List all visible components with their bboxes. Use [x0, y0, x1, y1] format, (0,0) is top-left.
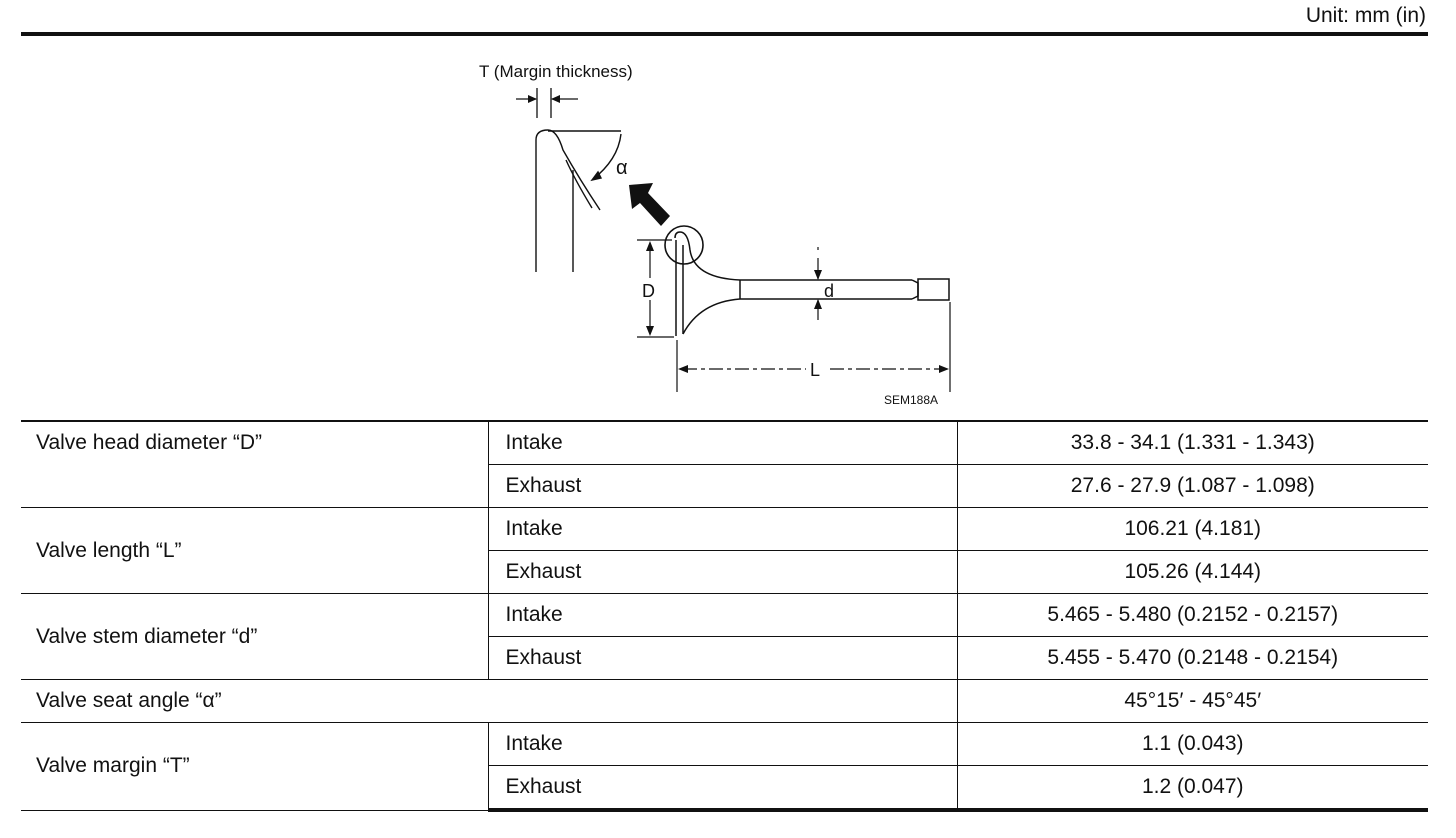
unit-label: Unit: mm (in)	[1305, 4, 1426, 27]
length-intake-value: 106.21 (4.181)	[957, 508, 1428, 551]
stem-diameter-dimension	[814, 247, 822, 320]
head-diameter-intake-label: Intake	[488, 421, 957, 465]
head-diameter-exhaust-label: Exhaust	[488, 465, 957, 508]
length-label: L	[810, 360, 821, 380]
figure-code: SEM188A	[884, 393, 939, 407]
table-row	[21, 465, 1428, 508]
table-row	[21, 723, 1428, 766]
stem-diameter-label: d	[824, 281, 835, 301]
length-intake-label: Intake	[488, 508, 957, 551]
length-label: Valve length “L”	[21, 508, 488, 594]
table-row	[21, 594, 1428, 637]
margin-label: Valve margin “T”	[21, 723, 488, 811]
margin-thickness-label: T (Margin thickness)	[479, 62, 633, 81]
table-row	[21, 680, 1428, 723]
table-row	[21, 421, 1428, 465]
length-exhaust-value: 105.26 (4.144)	[957, 551, 1428, 594]
stem-diameter-intake-label: Intake	[488, 594, 957, 637]
valve-spec-table	[21, 420, 1428, 812]
seat-angle-value: 45°15′ - 45°45′	[957, 680, 1428, 723]
length-exhaust-label: Exhaust	[488, 551, 957, 594]
head-diameter-spacer	[21, 465, 488, 508]
head-diameter-intake-value: 33.8 - 34.1 (1.331 - 1.343)	[957, 421, 1428, 465]
detail-circle	[665, 226, 703, 264]
margin-exhaust-label: Exhaust	[488, 766, 957, 811]
head-diameter-label: Valve head diameter “D”	[21, 421, 488, 465]
valve-diagram	[0, 36, 1456, 420]
margin-intake-label: Intake	[488, 723, 957, 766]
valve-body	[675, 232, 949, 336]
margin-intake-value: 1.1 (0.043)	[957, 723, 1428, 766]
detail-arrow-icon	[629, 183, 670, 226]
alpha-label: α	[616, 157, 628, 179]
stem-diameter-exhaust-value: 5.455 - 5.470 (0.2148 - 0.2154)	[957, 637, 1428, 680]
stem-diameter-label: Valve stem diameter “d”	[21, 594, 488, 680]
margin-exhaust-value: 1.2 (0.047)	[957, 766, 1428, 811]
stem-diameter-exhaust-label: Exhaust	[488, 637, 957, 680]
seat-angle-label: Valve seat angle “α”	[21, 680, 957, 723]
margin-detail-view	[536, 130, 621, 272]
head-diameter-label: D	[642, 281, 655, 301]
margin-dimension	[516, 88, 578, 118]
table-row	[21, 508, 1428, 551]
head-diameter-exhaust-value: 27.6 - 27.9 (1.087 - 1.098)	[957, 465, 1428, 508]
stem-diameter-intake-value: 5.465 - 5.480 (0.2152 - 0.2157)	[957, 594, 1428, 637]
